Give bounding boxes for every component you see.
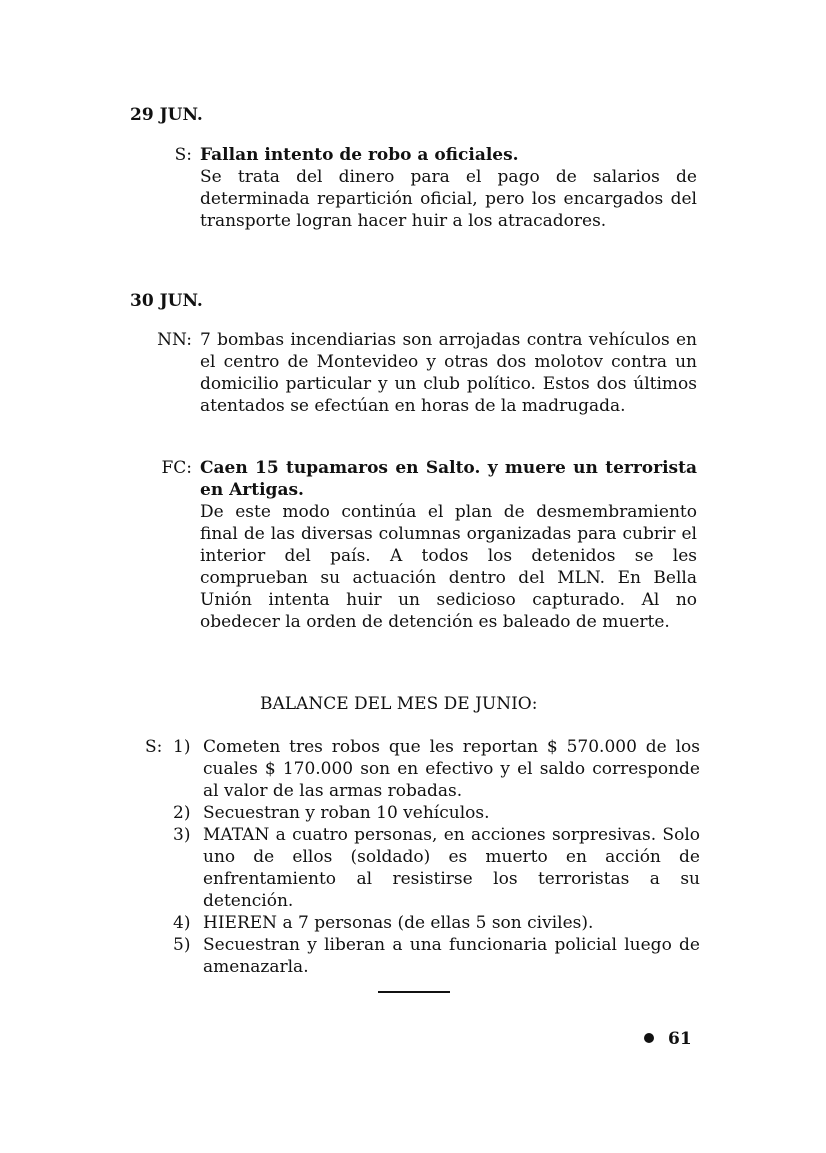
page-number-text: 61: [668, 1029, 692, 1049]
balance-item-number: 5): [173, 935, 191, 955]
balance-item-text: Secuestran y roban 10 vehículos.: [203, 803, 490, 823]
entry-robbery: [174, 144, 697, 232]
entry-headline: Caen 15 tupamaros en Salto. y muere un terrorista en Artigas.: [200, 458, 697, 500]
entry-body: 7 bombas incendiarias son arrojadas contra vehículos en el centro de Montevideo y otras dos molotov contra un domicilio particular y un club político. Estos dos últimos atentados se efectúan en horas de la madrugada.: [200, 330, 697, 416]
balance-item: [145, 824, 700, 912]
balance-item-text: Secuestran y liberan a una funcionaria policial luego de amenazarla.: [203, 935, 700, 977]
balance-item-text: Cometen tres robos que les reportan $ 570.000 de los cuales $ 170.000 son en efectivo y el saldo corresponde al valor de las armas robadas.: [203, 737, 700, 801]
entry-captures: [161, 457, 697, 633]
balance-item: [145, 934, 700, 978]
entry-body: Se trata del dinero para el pago de salarios de determinada repartición oficial, pero los encargados del transporte logran hacer huir a los atracadores.: [200, 167, 697, 231]
entry-tag: NN:: [157, 330, 192, 350]
entry-body: De este modo continúa el plan de desmembramiento final de las diversas columnas organizadas para cubrir el interior del país. A todos los detenidos se les comprueban su actuación dentro del MLN. En Bella Unión intenta huir un sedicioso capturado. Al no obedecer la orden de detención es baleado de muerte.: [200, 502, 697, 632]
date-heading-30-jun: 30 JUN.: [130, 291, 203, 311]
balance-item: [145, 912, 700, 934]
balance-item-number: 2): [173, 803, 191, 823]
balance-item-number: 4): [173, 913, 191, 933]
page-number: [644, 1028, 692, 1050]
date-heading-29-jun: 29 JUN.: [130, 105, 203, 125]
balance-title: BALANCE DEL MES DE JUNIO:: [260, 694, 538, 714]
balance-item: [145, 802, 700, 824]
entry-tag: S:: [174, 145, 192, 165]
balance-prefix: S:: [145, 737, 163, 757]
balance-item-text: HIEREN a 7 personas (de ellas 5 son civiles).: [203, 913, 594, 933]
balance-item-number: 1): [173, 737, 191, 757]
bullet-icon: [644, 1033, 654, 1043]
balance-item-number: 3): [173, 825, 191, 845]
entry-bombs: [157, 329, 697, 417]
balance-list: [145, 736, 700, 978]
section-divider: [378, 991, 450, 993]
entry-headline: Fallan intento de robo a oficiales.: [200, 145, 519, 165]
entry-tag: FC:: [161, 458, 192, 478]
balance-item: [145, 736, 700, 802]
balance-item-text: MATAN a cuatro personas, en acciones sorpresivas. Solo uno de ellos (soldado) es muerto en acción de enfrentamiento al resistirse los terroristas a su detención.: [203, 825, 700, 911]
